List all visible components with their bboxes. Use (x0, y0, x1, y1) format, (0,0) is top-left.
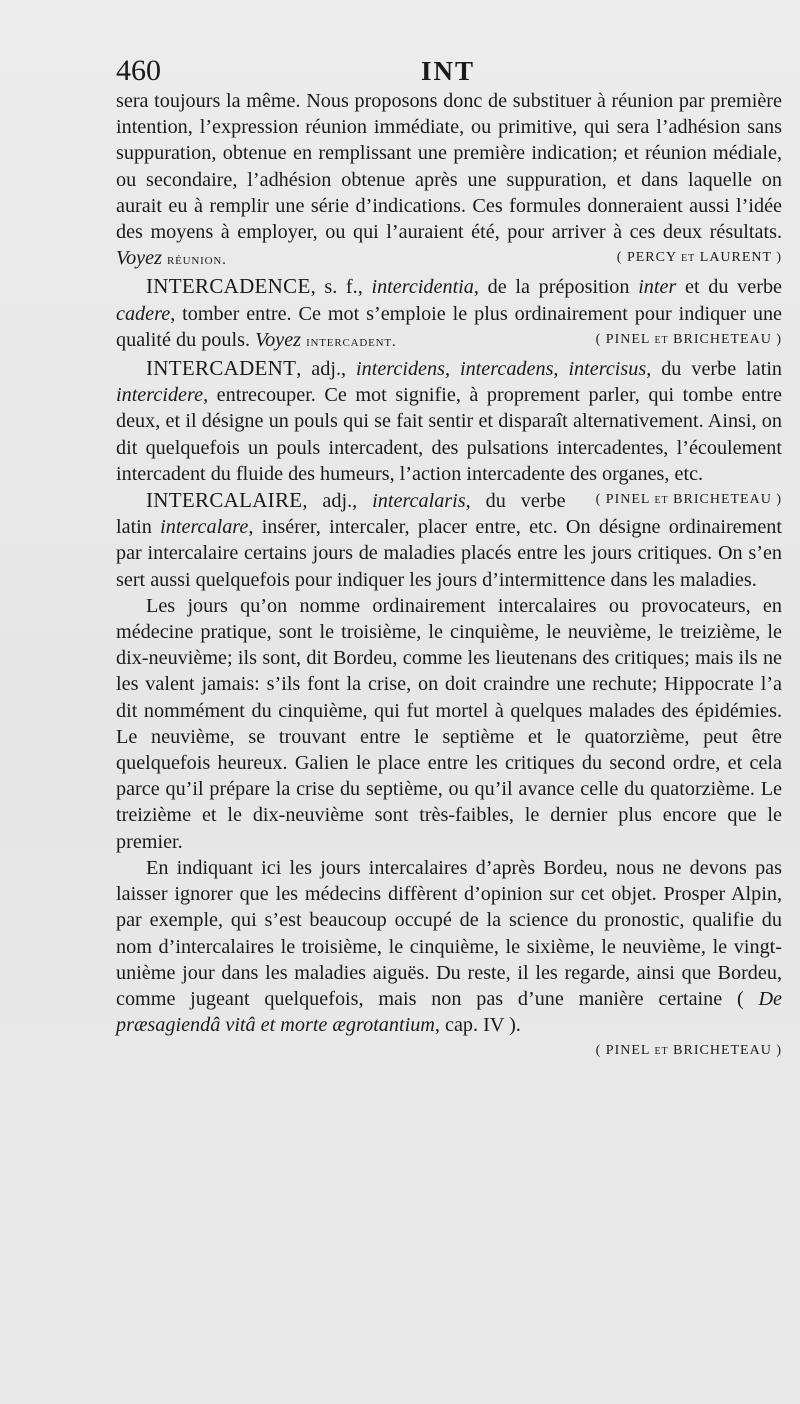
paragraph-text: et du verbe (685, 276, 783, 299)
paragraph (116, 855, 782, 1038)
attribution: ( PINEL et BRICHETEAU ) (595, 1043, 782, 1059)
paragraph-text: , du verbe latin (116, 490, 566, 539)
cross-reference-target: intercadent. (306, 333, 397, 350)
separator: , (553, 358, 559, 381)
grammar-label: , adj., (302, 490, 358, 513)
latin-term: intercisus (568, 358, 647, 381)
attribution: ( PINEL et BRICHETEAU ) (595, 331, 782, 347)
entry-reunion-continuation (116, 88, 782, 273)
latin-term: intercidere (116, 384, 204, 407)
page-number: 460 (116, 54, 161, 87)
entry-intercadence (116, 273, 782, 355)
body-text (116, 88, 782, 1065)
book-title: De præsagiendâ vitâ et morte ægrotantium (116, 987, 782, 1037)
paragraph: Les jours qu’on nomme ordinairement intercalaires ou provocateurs, en médecine pratique, sont le troisième, le cinquième, le neuvième, le treizième, le dix-neuvième; ils sont, dit Bordeu, comme les lieutenans des critiques; mais ils ne les valent jamais: s’ils font la crise, on doit craindre une rechute; Hippocrate l’a dit nommément du cinquième, qui fut mortel à quelques malades des épidémies. Le neuvième, se trouvant entre le septième et le quatorzième, peut être quelquefois heureux. Galien le place entre les critiques du second ordre, et cela parce qu’il prépare la crise du septième, ou qu’il avance celle du quatorzième. Le treizième et le dix-neuvième sont très-faibles, le dernier plus encore que le premier. (116, 594, 782, 853)
headword: INTERCALAIRE (146, 488, 303, 513)
running-head: INT (421, 56, 476, 86)
grammar-label: , adj., (296, 358, 347, 381)
paragraph-text: , du verbe latin (646, 358, 783, 381)
paragraph-text: , entrecouper. Ce mot signifie, à proprement parler, qui tombe entre deux, et il désigne un pouls qui se fait sentir et disparaît alternativement. Ainsi, on dit quelquefois un pouls intercadent, des pulsations intercadentes, l’écoulement intercadent du fluide des humeurs, l’action intercadente des organes, etc. (116, 384, 782, 485)
paragraph-text: , de la préposition (473, 276, 630, 299)
grammar-label: , s. f., (310, 276, 363, 299)
latin-term: intercidens (356, 358, 445, 381)
cross-reference-label: Voyez (116, 247, 162, 270)
paragraph-text: En indiquant ici les jours intercalaires d’après Bordeu, nous ne devons pas laisser ignorer que les médecins diffèrent d’opinion sur cet objet. Prosper Alpin, par exemple, qui s’est beaucoup occupé de la science du pronostic, qualifie du nom d’intercalaires le troisième, le cinquième, le sixième, le neuvième, le vingt-unième jour dans les maladies aiguës. Du reste, il les regarde, ainsi que Bordeu, comme jugeant quelquefois, mais non pas d’une manière certaine ( (116, 856, 782, 1010)
headword: INTERCADENCE (146, 274, 311, 299)
separator: , (444, 358, 451, 381)
paragraph-text: , cap. IV ). (434, 1014, 521, 1037)
page-header (116, 54, 762, 88)
paragraph-text: , insérer, intercaler, placer entre, etc. On désigne ordinairement par intercalaire certains jours de maladies placés entre les jours critiques. On s’en sert aussi quelquefois pour indiquer les jours d’intermittence dans les maladies. (116, 516, 783, 591)
cross-reference-label: Voyez (255, 328, 302, 351)
latin-term: intercalaris (372, 490, 466, 513)
headword: INTERCADENT (146, 356, 297, 381)
attribution: ( PINEL et BRICHETEAU ) (595, 492, 782, 508)
paragraph-text: sera toujours la même. Nous proposons donc de substituer à réunion par première intention, l’expression réunion immédiate, ou primitive, qui sera l’adhésion sans suppuration, obtenue en remplissant une première indication; et réunion médiale, ou secondaire, l’adhésion obtenue après une suppuration, et dans laquelle on aurait eu à remplir une série d’indications. Ces formules donneraient aussi l’idée des moyens à employer, ou qui l’auraient été, pour arriver à ces deux résultats. (116, 90, 782, 244)
latin-term: intercadens (459, 358, 554, 381)
paragraph-text: , tomber entre. Ce mot s’emploie le plus ordinairement pour indiquer une qualité du pouls. (116, 302, 782, 351)
latin-term: intercidentia (371, 276, 474, 299)
cross-reference-target: réunion. (167, 252, 227, 269)
latin-term: inter (638, 276, 677, 299)
attribution: ( PERCY et LAURENT ) (616, 250, 782, 266)
latin-term: cadere (116, 302, 171, 325)
latin-term: intercalare (160, 516, 249, 539)
